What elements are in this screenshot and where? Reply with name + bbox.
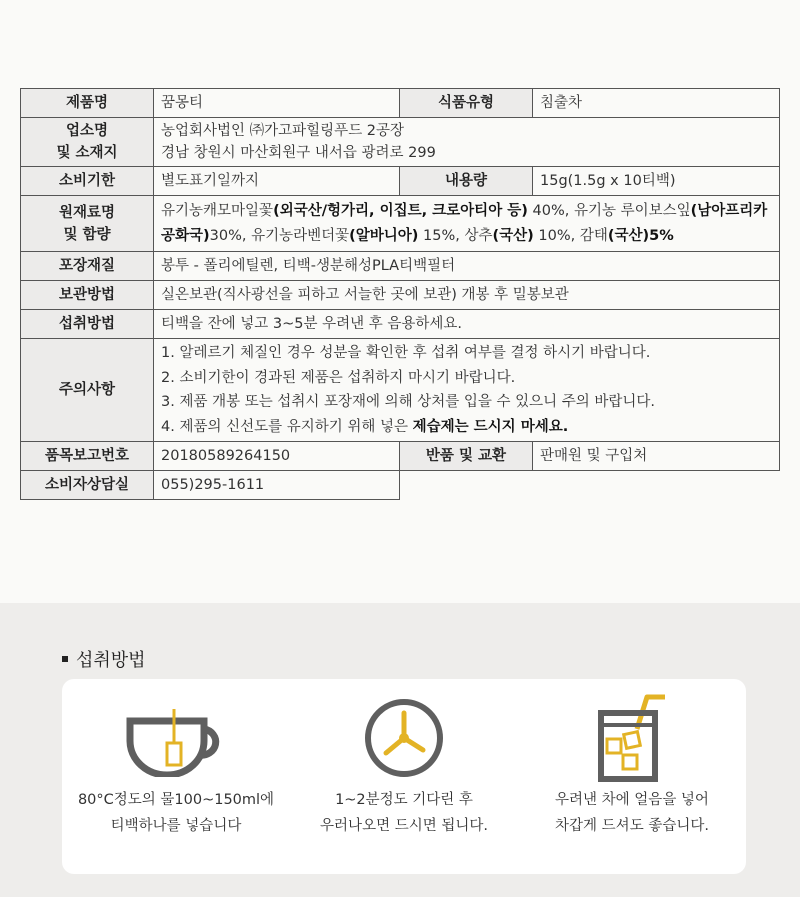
table-row (21, 442, 780, 471)
table-row (21, 89, 780, 118)
caution-list (154, 339, 780, 442)
expiry-value: 별도표기일까지 (154, 167, 400, 196)
ingredient-origin: (남아프리카공화국) (161, 203, 768, 244)
caution-item: 3. 제품 개봉 또는 섭취시 포장재에 의해 상처를 입을 수 있으니 주의 바랍니다. (161, 394, 655, 410)
intake-value: 티백을 잔에 넣고 3~5분 우려낸 후 음용하세요. (154, 310, 780, 339)
company-address: 경남 창원시 마산회원구 내서읍 광려로 299 (161, 145, 436, 161)
ingredients-header (21, 196, 154, 252)
table-row (21, 252, 780, 281)
caution-header: 주의사항 (21, 339, 154, 442)
ingredient-origin: (국산) (492, 227, 534, 244)
net-content-value: 15g(1.5g x 10티백) (533, 167, 780, 196)
product-name-header: 제품명 (21, 89, 154, 118)
caution-item-bold: 제습제는 드시지 마세요. (412, 418, 569, 435)
ingredient-text: 10%, 감태 (533, 227, 608, 244)
ingredient-text: 유기농캐모마일꽃 (161, 203, 274, 219)
report-number-value: 20180589264150 (154, 442, 400, 471)
instructions-card (62, 679, 746, 874)
step-1-caption (62, 787, 290, 839)
ingredient-text: 40%, 유기농 루이보스잎 (527, 203, 691, 219)
consumer-center-value: 055)295-1611 (154, 471, 400, 500)
step-3-line-2: 차갑게 드셔도 좋습니다. (555, 818, 709, 834)
step-2 (290, 679, 518, 874)
step-2-line-2: 우러나오면 드시면 됩니다. (320, 818, 488, 834)
ingredient-origin: (국산)5% (607, 227, 674, 244)
consumer-center-header: 소비자상담실 (21, 471, 154, 500)
step-3 (518, 679, 746, 874)
company-value (154, 118, 780, 167)
ingredient-origin: (알바니아) (349, 227, 419, 244)
ingredients-header-text: 원재료명 및 함량 (58, 204, 116, 243)
square-bullet-icon (62, 656, 68, 662)
table-row (21, 118, 780, 167)
section-title-text: 섭취방법 (76, 650, 146, 671)
ingredient-text: 15%, 상추 (418, 227, 493, 244)
food-type-value: 침출차 (533, 89, 780, 118)
company-name: 농업회사법인 ㈜가고파힐링푸드 2공장 (161, 123, 405, 139)
step-2-line-1: 1~2분정도 기다린 후 (335, 792, 473, 808)
caution-item (161, 415, 772, 440)
step-1 (62, 679, 290, 874)
empty-cell (400, 471, 780, 500)
caution-item-text: 4. 제품의 신선도를 유지하기 위해 넣은 (161, 418, 413, 435)
step-3-line-1: 우려낸 차에 얼음을 넣어 (555, 792, 709, 808)
table-row (21, 167, 780, 196)
report-number-header: 품목보고번호 (21, 442, 154, 471)
table-row (21, 471, 780, 500)
step-3-caption (518, 787, 746, 839)
step-2-caption (290, 787, 518, 839)
storage-header: 보관방법 (21, 281, 154, 310)
ingredient-text: 30%, 유기농라벤더꽃 (209, 227, 350, 244)
caution-item: 2. 소비기한이 경과된 제품은 섭취하지 마시기 바랍니다. (161, 369, 516, 386)
packaging-header: 포장재질 (21, 252, 154, 281)
return-header: 반품 및 교환 (400, 442, 533, 471)
table-row (21, 339, 780, 442)
intake-header: 섭취방법 (21, 310, 154, 339)
food-type-header: 식품유형 (400, 89, 533, 118)
iced-drink-icon (587, 689, 677, 785)
table-row (21, 281, 780, 310)
product-name-value: 꿈몽티 (154, 89, 400, 118)
table-row (21, 196, 780, 252)
step-1-line-2: 티백하나를 넣습니다 (110, 818, 242, 834)
product-info-table (20, 88, 780, 500)
net-content-header: 내용량 (400, 167, 533, 196)
clock-icon (359, 693, 449, 783)
step-1-line-1: 80°C정도의 물100~150ml에 (77, 792, 275, 808)
return-value: 판매원 및 구입처 (533, 442, 780, 471)
section-title (62, 646, 146, 672)
storage-value: 실온보관(직사광선을 피하고 서늘한 곳에 보관) 개봉 후 밀봉보관 (154, 281, 780, 310)
tea-cup-icon (116, 697, 236, 777)
ingredients-value (154, 196, 780, 252)
company-header-text: 업소명 및 소재지 (56, 123, 118, 161)
company-header (21, 118, 154, 167)
packaging-value: 봉투 - 폴리에틸렌, 티백-생분해성PLA티백필터 (154, 252, 780, 281)
ingredient-origin: (외국산/헝가리, 이집트, 크로아티아 등) (273, 203, 528, 219)
expiry-header: 소비기한 (21, 167, 154, 196)
caution-item: 1. 알레르기 체질인 경우 성분을 확인한 후 섭취 여부를 결정 하시기 바랍니다. (161, 345, 651, 361)
table-row (21, 310, 780, 339)
